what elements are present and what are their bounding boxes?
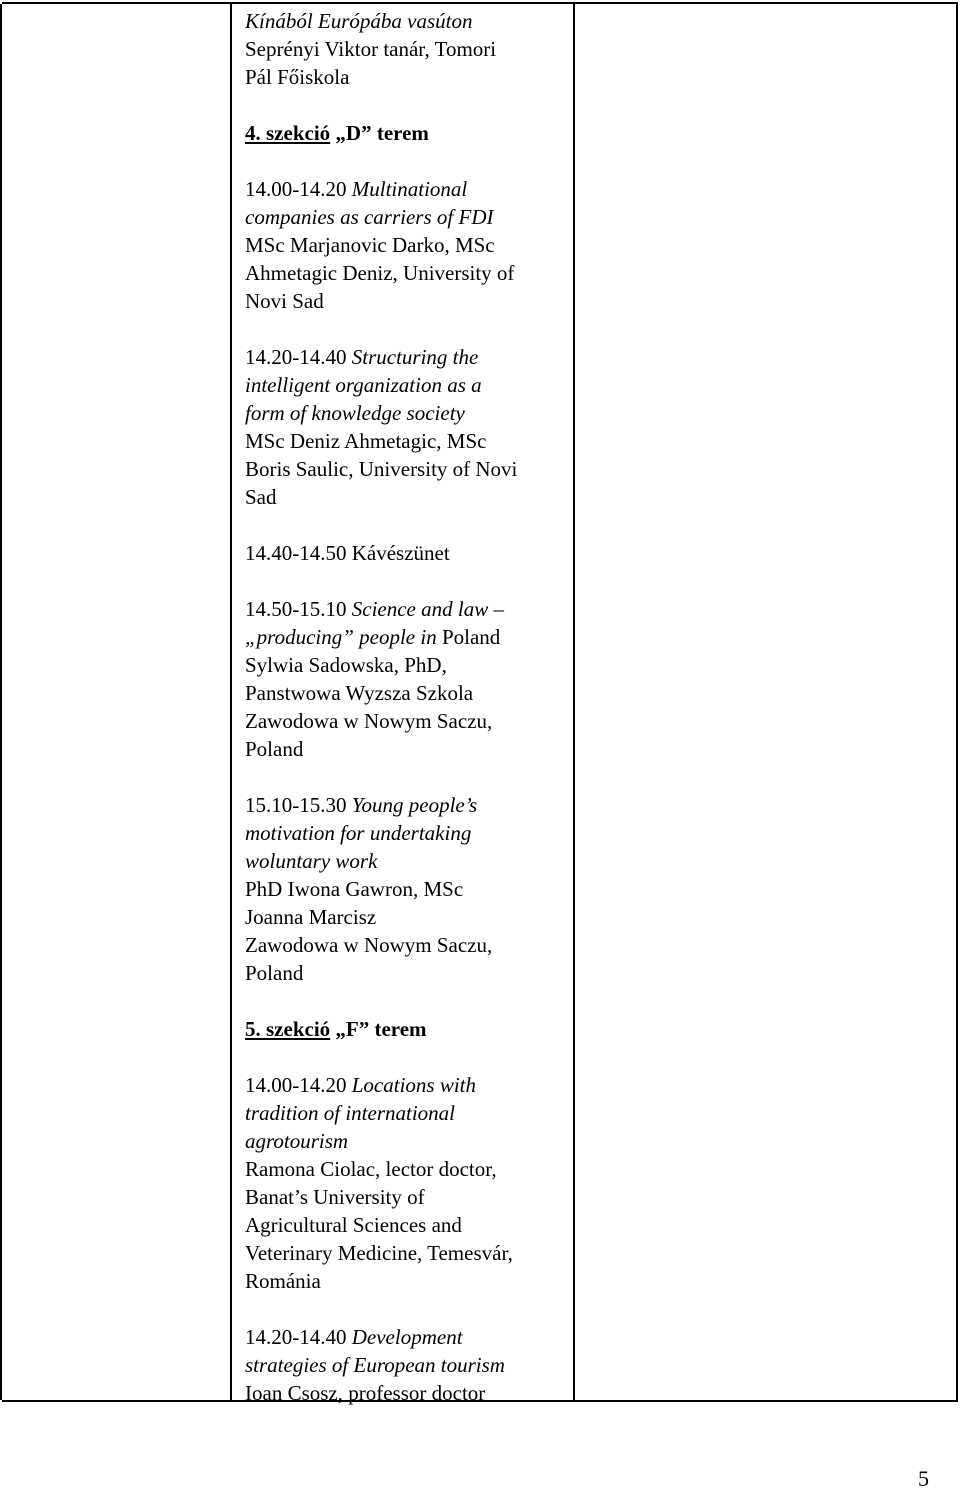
line-segment: Young people’s (351, 793, 478, 817)
schedule-line: Zawodowa w Nowym Saczu, (245, 709, 493, 733)
schedule-line (245, 175, 575, 203)
block-spacer (245, 987, 575, 1015)
line-segment: Multinational (351, 177, 468, 201)
section-room: „F” terem (330, 1017, 427, 1041)
section-room: „D” terem (330, 121, 429, 145)
schedule-line (245, 595, 575, 623)
schedule-line: MSc Marjanovic Darko, MSc (245, 233, 495, 257)
schedule-line: Poland (245, 961, 304, 985)
schedule-line: Románia (245, 1269, 321, 1293)
schedule-line: Zawodowa w Nowym Saczu, (245, 933, 493, 957)
schedule-line: tradition of international (245, 1101, 456, 1125)
line-segment: 14.20-14.40 (245, 345, 352, 369)
block-spacer (245, 1043, 575, 1071)
line-segment: Poland (441, 625, 501, 649)
schedule-line (245, 1071, 575, 1099)
schedule-line: agrotourism (245, 1129, 349, 1153)
block-spacer (245, 567, 575, 595)
schedule-line: Banat’s University of (245, 1185, 425, 1209)
block-spacer (245, 91, 575, 119)
line-segment: „producing” people in (245, 625, 442, 649)
schedule-line: strategies of European tourism (245, 1353, 505, 1377)
schedule-line: form of knowledge society (245, 401, 465, 425)
schedule-line: Pál Főiskola (245, 65, 350, 89)
program-table (2, 2, 958, 1405)
section-number: 5. szekció (245, 1017, 331, 1041)
line-segment: 14.20-14.40 (245, 1325, 352, 1349)
schedule-line: Ramona Ciolac, lector doctor, (245, 1157, 497, 1181)
schedule-line: Kínából Európába vasúton (245, 9, 473, 33)
line-segment: Science and law – (351, 597, 504, 621)
schedule-line: Panstwowa Wyzsza Szkola (245, 681, 474, 705)
schedule-line: Boris Saulic, University of Novi (245, 457, 518, 481)
schedule-line: Ahmetagic Deniz, University of (245, 261, 515, 285)
section-heading (245, 119, 575, 147)
line-segment: Locations with (351, 1073, 477, 1097)
block-spacer (245, 147, 575, 175)
schedule-line: Joanna Marcisz (245, 905, 377, 929)
schedule-line: Ioan Csosz, professor doctor (245, 1381, 486, 1405)
section-heading (245, 1015, 575, 1043)
schedule-line: PhD Iwona Gawron, MSc (245, 877, 464, 901)
schedule-line: companies as carriers of FDI (245, 205, 494, 229)
schedule-line: Agricultural Sciences and (245, 1213, 462, 1237)
schedule-line (245, 343, 575, 371)
schedule-line: Novi Sad (245, 289, 324, 313)
block-spacer (245, 1295, 575, 1323)
line-segment: 14.50-15.10 (245, 597, 352, 621)
line-segment: 15.10-15.30 (245, 793, 352, 817)
block-spacer (245, 315, 575, 343)
table-border-right (956, 4, 958, 1400)
schedule-line: Sylwia Sadowska, PhD, (245, 653, 447, 677)
schedule-line: Veterinary Medicine, Temesvár, (245, 1241, 513, 1265)
page-number: 5 (918, 1466, 929, 1491)
schedule-line: motivation for undertaking (245, 821, 472, 845)
schedule-line: intelligent organization as a (245, 373, 482, 397)
block-spacer (245, 511, 575, 539)
schedule-line (245, 1323, 575, 1351)
schedule-line (245, 623, 575, 651)
schedule-line: Seprényi Viktor tanár, Tomori (245, 37, 497, 61)
schedule-line: Poland (245, 737, 304, 761)
schedule-line (245, 791, 575, 819)
line-segment: 14.00-14.20 (245, 1073, 352, 1097)
section-number: 4. szekció (245, 121, 331, 145)
schedule-line: woluntary work (245, 849, 378, 873)
column-divider-1 (230, 4, 232, 1400)
schedule-line: 14.40-14.50 Kávészünet (245, 541, 450, 565)
schedule-line: MSc Deniz Ahmetagic, MSc (245, 429, 487, 453)
schedule-cell (245, 7, 575, 1407)
line-segment: Development (351, 1325, 463, 1349)
table-border-left (0, 4, 2, 1400)
line-segment: 14.00-14.20 (245, 177, 352, 201)
line-segment: Structuring the (351, 345, 479, 369)
block-spacer (245, 763, 575, 791)
schedule-line: Sad (245, 485, 277, 509)
